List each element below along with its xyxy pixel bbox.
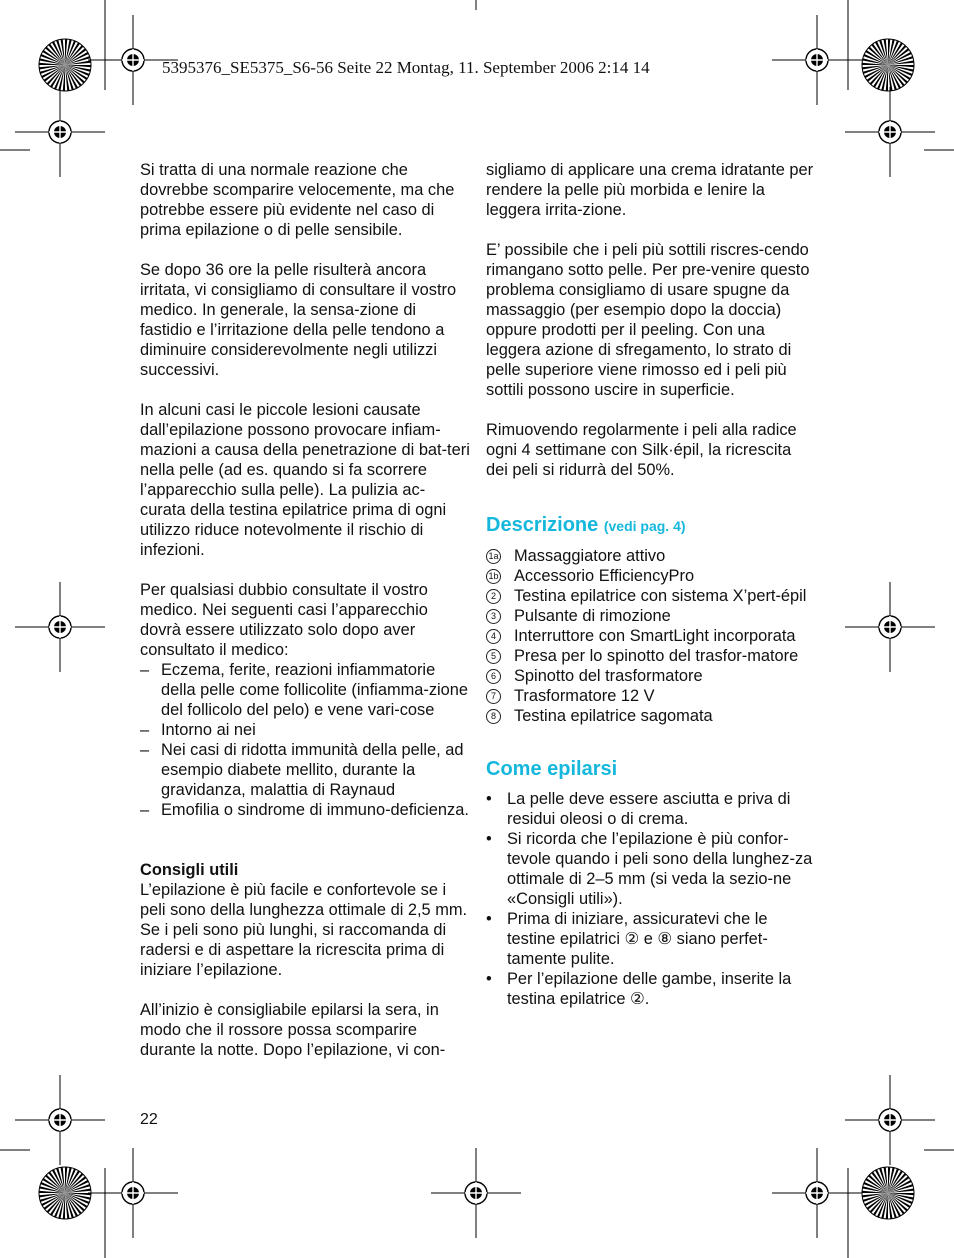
part-label: Testina epilatrice con sistema X’pert-épil [514,587,807,605]
paragraph: Se dopo 36 ore la pelle risulterà ancora irritata, vi consigliamo di consultare il vostro medico. In generale, la sensa-zione di fastidio e l’irritazione della pelle tendono a diminuire considerevolmente negli utilizzi successivi. [140,261,457,379]
paragraph: sigliamo di applicare una crema idratante per rendere la pelle più morbida e lenire la leggera irrita-zione. [486,161,814,219]
page-number: 22 [140,1111,158,1128]
bullet-marker: • [486,970,492,988]
paragraph: E’ possibile che i peli più sottili riscres-cendo rimangano sotto pelle. Per pre-venire questo problema consigliamo di usare spugne da massaggio (per esempio dopo la doccia) oppure prodotti per il peeling. Con una leggera azione di sfregamento, lo strato di pelle superiore viene rimosso ed i peli più sottili possono uscire in superficie. [486,241,810,399]
registration-mark-left-mid [15,582,105,672]
list-item: • Per l’epilazione delle gambe, inserite la testina epilatrice ②. [486,970,792,1008]
list-item: • Si ricorda che l’epilazione è più confor-tevole quando i peli sono della lunghez-za ottimale di 2–5 mm (si veda la sezio-ne «Consigli utili»). [486,830,813,908]
registration-mark-bottom-center [431,1148,521,1238]
starburst-bottom-right [862,1167,914,1219]
part-number-badge: 1b [486,566,514,586]
paragraph: All’inizio è consigliabile epilarsi la sera, in modo che il rossore possa scomparire durante la notte. Dopo l’epilazione, vi con- [140,1001,446,1059]
paragraph: L’epilazione è più facile e confortevole se i peli sono della lunghezza ottimale di 2,5 mm. Se i peli sono più lunghi, si raccomanda di radersi e di aspettare la ricrescita prima di iniziare l’epilazione. [140,881,468,979]
part-label: Accessorio EfficiencyPro [514,567,695,585]
paragraph: Si tratta di una normale reazione che dovrebbe scomparire velocemente, ma che potrebbe essere più evidente nel caso di prima epilazione o di pelle sensibile. [140,161,455,239]
section-heading-come-epilarsi: Come epilarsi [486,758,618,780]
list-item [486,586,816,606]
list-item [486,686,816,706]
list-item: – Eczema, ferite, reazioni infiammatorie della pelle come follicolite (infiamma-zione del follicolo del pelo) e vene vari-cose [140,661,469,719]
section-heading-descrizione: Descrizione (vedi pag. 4) [486,514,686,536]
dash-marker: – [140,801,150,819]
right-column [486,160,816,1009]
part-number-badge: 8 [486,706,514,726]
dash-marker: – [140,721,150,739]
bullet-marker: • [486,830,492,848]
part-label: Massaggiatore attivo [514,547,666,565]
starburst-top-left [39,39,91,91]
starburst-top-right [862,39,914,91]
part-label: Presa per lo spinotto del trasfor-matore [514,647,799,665]
dash-marker: – [140,741,150,759]
bullet-marker: • [486,790,492,808]
registration-mark-left-upper [15,87,105,177]
list-item: – Nei casi di ridotta immunità della pelle, ad esempio diabete mellito, durante la gravidanza, malattia di Raynaud [140,741,464,799]
instructions-list [486,789,816,1009]
list-item [486,706,816,726]
list-item [486,546,816,566]
part-number-badge: 2 [486,586,514,606]
registration-mark-right-lower [845,1075,935,1165]
print-slug: 5395376_SE5375_S6-56 Seite 22 Montag, 11. September 2006 2:14 14 [162,58,650,77]
part-number-badge: 3 [486,606,514,626]
part-number-badge: 7 [486,686,514,706]
list-item [486,666,816,686]
part-label: Pulsante di rimozione [514,607,671,625]
list-item [486,646,816,666]
list-item: – Emofilia o sindrome di immuno-deficienza. [140,801,469,819]
paragraph: Per qualsiasi dubbio consultate il vostro medico. Nei seguenti casi l’apparecchio dovrà essere utilizzato solo dopo aver consultato il medico: [140,581,428,659]
starburst-bottom-left [39,1167,91,1219]
registration-mark-right-mid [845,582,935,672]
parts-list [486,546,816,726]
bullet-marker: • [486,910,492,928]
part-number-badge: 6 [486,666,514,686]
registration-mark-right-upper [845,87,935,177]
part-number-badge: 1a [486,546,514,566]
paragraph: Rimuovendo regolarmente i peli alla radice ogni 4 settimane con Silk·épil, la ricrescita dei peli si ridurrà del 50%. [486,421,797,479]
part-label: Spinotto del trasformatore [514,667,703,685]
dash-marker: – [140,661,150,679]
part-label: Testina epilatrice sagomata [514,707,713,725]
paragraph: In alcuni casi le piccole lesioni causate dall’epilazione possono provocare infiam-mazioni a causa della penetrazione di bat-teri nella pelle (ad es. quando si fa scorrere l’apparecchio sulla pelle). La pulizia ac-curata della testina epilatrice prima di ogni utilizzo riduce notevolmente il rischio di infezioni. [140,401,470,559]
list-item [486,566,816,586]
part-label: Interruttore con SmartLight incorporata [514,627,796,645]
page-reference: (vedi pag. 4) [603,518,686,534]
registration-mark-left-lower [15,1075,105,1165]
contraindication-list [140,660,470,820]
left-column [140,160,470,1060]
list-item: • La pelle deve essere asciutta e priva di residui oleosi o di crema. [486,790,791,828]
list-item [486,626,816,646]
part-number-badge: 5 [486,646,514,666]
list-item: – Intorno ai nei [140,721,256,739]
list-item [486,606,816,626]
registration-mark-bottom-left [88,1148,178,1238]
list-item: • Prima di iniziare, assicuratevi che le testine epilatrici ② e ⑧ siano perfet-tamente pulite. [486,910,768,968]
tips-heading: Consigli utili [140,861,239,879]
part-label: Trasformatore 12 V [514,687,655,705]
part-number-badge: 4 [486,626,514,646]
